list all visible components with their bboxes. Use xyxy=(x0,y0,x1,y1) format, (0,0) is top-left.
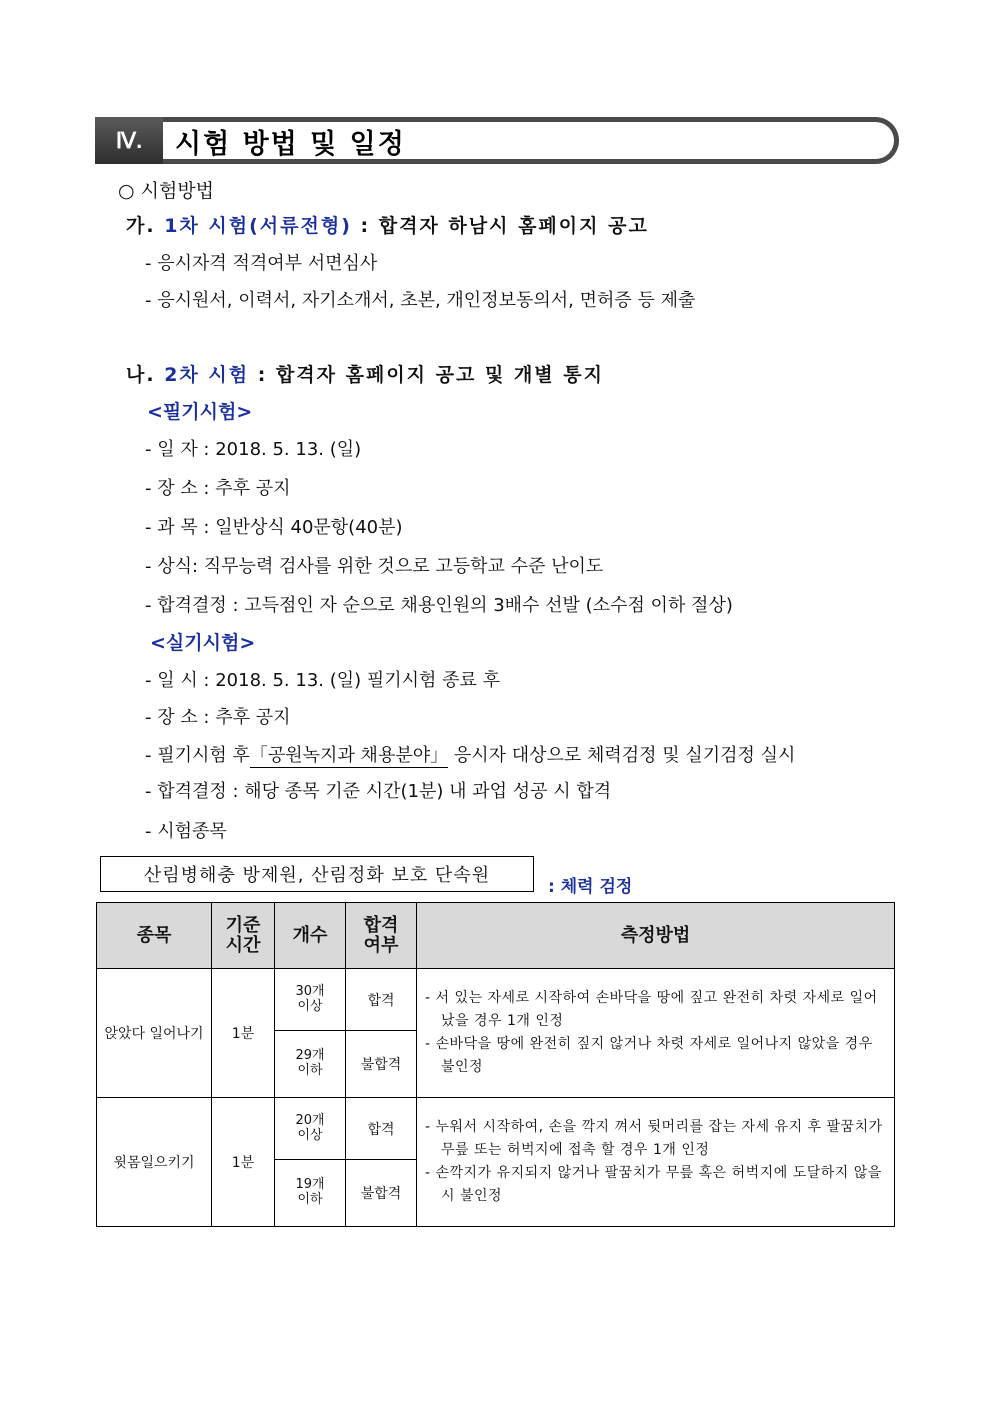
first-exam-suffix: : 합격자 하남시 홈페이지 공고 xyxy=(360,215,649,237)
second-exam-title: 2차 시험 xyxy=(164,364,250,386)
fail-result: 불합격 xyxy=(346,1031,417,1098)
practical-exam-notice xyxy=(145,741,795,767)
method-item: - 손바닥을 땅에 완전히 짚지 않거나 차렷 자세로 일어나지 않았을 경우 불인정 xyxy=(425,1036,873,1076)
second-exam-heading xyxy=(126,360,604,387)
practical-exam-item: - 합격결정 : 해당 종목 기준 시간(1분) 내 과업 성공 시 합격 xyxy=(145,781,612,802)
notice-prefix: - 필기시험 후 xyxy=(145,745,250,766)
practical-exam-item: - 시험종목 xyxy=(145,821,227,842)
practical-exam-item: - 장 소 : 추후 공지 xyxy=(145,707,291,728)
header-time: 기준 시간 xyxy=(212,903,275,969)
notice-suffix: 응시자 대상으로 체력검정 및 실기검정 실시 xyxy=(448,745,796,766)
header-result: 합격 여부 xyxy=(346,903,417,969)
pass-result: 합격 xyxy=(346,969,417,1031)
event-name: 앉았다 일어나기 xyxy=(97,969,212,1098)
practical-exam-heading: <실기시험> xyxy=(150,632,256,654)
written-exam-item: - 과 목 : 일반상식 40문항(40분) xyxy=(145,517,403,538)
fitness-test-table xyxy=(96,902,895,1227)
fitness-test-label: : 체력 검정 xyxy=(548,877,633,897)
fail-count: 19개 이하 xyxy=(275,1160,346,1227)
written-exam-heading: <필기시험> xyxy=(147,401,253,423)
section-number: Ⅳ. xyxy=(95,117,163,164)
first-exam-heading xyxy=(126,211,649,238)
written-exam-item: - 장 소 : 추후 공지 xyxy=(145,478,291,499)
first-exam-item: - 응시자격 적격여부 서면심사 xyxy=(145,253,378,274)
method-item: - 누워서 시작하여, 손을 깍지 껴서 뒷머리를 잡는 자세 유지 후 팔꿈치가 무릎 또는 허벅지에 접촉 할 경우 1개 인정 xyxy=(425,1118,883,1158)
section-title: 시험 방법 및 일정 xyxy=(175,129,406,160)
practical-exam-item: - 일 시 : 2018. 5. 13. (일) 필기시험 종료 후 xyxy=(145,670,501,691)
fail-count: 29개 이하 xyxy=(275,1031,346,1098)
event-name: 윗몸일으키기 xyxy=(97,1098,212,1227)
measurement-method xyxy=(417,1098,895,1227)
pass-count: 30개 이상 xyxy=(275,969,346,1031)
header-event: 종목 xyxy=(97,903,212,969)
header-count: 개수 xyxy=(275,903,346,969)
pass-count: 20개 이상 xyxy=(275,1098,346,1160)
measurement-method xyxy=(417,969,895,1098)
method-item: - 서 있는 자세로 시작하여 손바닥을 땅에 짚고 완전히 차렷 자세로 일어났을 경우 1개 인정 xyxy=(425,989,878,1029)
second-exam-prefix: 나. xyxy=(126,364,156,386)
time-limit: 1분 xyxy=(212,969,275,1098)
pass-result: 합격 xyxy=(346,1098,417,1160)
fail-result: 불합격 xyxy=(346,1160,417,1227)
written-exam-item: - 상식: 직무능력 검사를 위한 것으로 고등학교 수준 난이도 xyxy=(145,556,604,577)
notice-highlight: 「공원녹지과 채용분야」 xyxy=(249,745,449,766)
first-exam-title: 1차 시험(서류전형) xyxy=(164,215,352,237)
first-exam-prefix: 가. xyxy=(126,215,156,237)
written-exam-item: - 일 자 : 2018. 5. 13. (일) xyxy=(145,439,362,460)
table-row xyxy=(97,1098,895,1160)
section-header xyxy=(95,117,899,164)
first-exam-item: - 응시원서, 이력서, 자기소개서, 초본, 개인정보동의서, 면허증 등 제출 xyxy=(145,290,696,311)
method-item: - 손깍지가 유지되지 않거나 팔꿈치가 무릎 혹은 허벅지에 도달하지 않을시 불인정 xyxy=(425,1165,882,1205)
table-row xyxy=(97,969,895,1031)
target-positions-box: 산림병해충 방제원, 산림정화 보호 단속원 xyxy=(100,856,534,892)
method-heading: ○ 시험방법 xyxy=(118,180,215,202)
header-method: 측정방법 xyxy=(417,903,895,969)
time-limit: 1분 xyxy=(212,1098,275,1227)
written-exam-item: - 합격결정 : 고득점인 자 순으로 채용인원의 3배수 선발 (소수점 이하 절상) xyxy=(145,595,733,616)
second-exam-suffix: : 합격자 홈페이지 공고 및 개별 통지 xyxy=(257,364,604,386)
